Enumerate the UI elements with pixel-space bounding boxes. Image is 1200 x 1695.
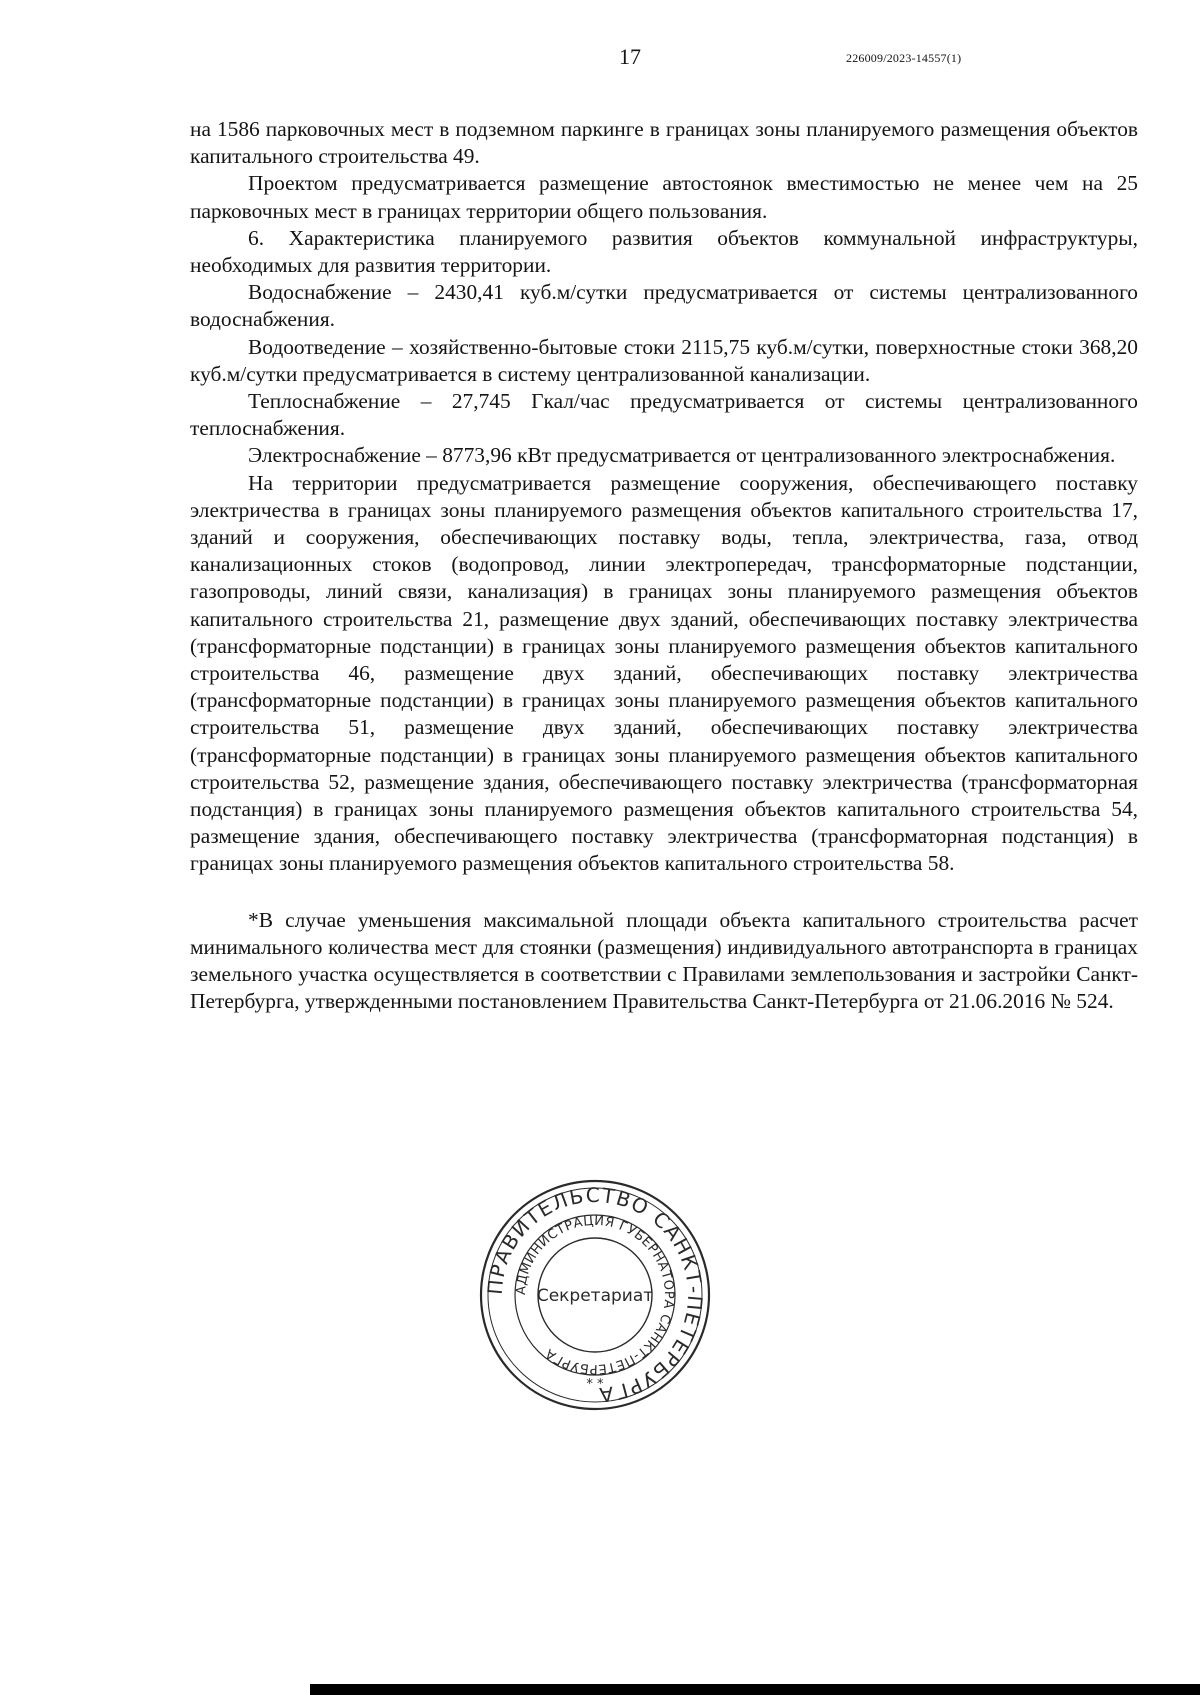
footnote: *В случае уменьшения максимальной площади объекта капитального строительства расчет минимального количества мест для стоянки (размещения) индивидуального автотранспорта в границах земельного участка осуществляется в соответствии с Правилами землепользования и застройки Санкт-Петербурга, утвержденными постановлением Правительства Санкт-Петербурга от 21.06.2016 № 524. bbox=[190, 907, 1138, 1014]
scan-edge-bar bbox=[310, 1684, 1200, 1695]
paragraph-water-disposal: Водоотведение – хозяйственно-бытовые стоки 2115,75 куб.м/сутки, поверхностные стоки 368,20 куб.м/сутки предусматривается в систему централизованной канализации. bbox=[190, 334, 1138, 386]
paragraph-parking-continuation: на 1586 парковочных мест в подземном паркинге в границах зоны планируемого размещения объектов капитального строительства 49. bbox=[190, 117, 1138, 169]
seal-inner-text: АДМИНИСТРАЦИЯ ГУБЕРНАТОРА САНКТ-ПЕТЕРБУРГА bbox=[513, 1213, 677, 1377]
seal-star-icon: * * bbox=[586, 1377, 604, 1392]
document-body bbox=[190, 116, 1138, 1016]
official-seal-stamp bbox=[475, 1175, 715, 1415]
section-heading-utilities: 6. Характеристика планируемого развития объектов коммунальной инфраструктуры, необходимых для развития территории. bbox=[190, 225, 1138, 278]
document-id: 226009/2023-14557(1) bbox=[846, 51, 962, 65]
paragraph-parking-public: Проектом предусматривается размещение автостоянок вместимостью не менее чем на 25 парковочных мест в границах территории общего пользования. bbox=[190, 171, 1138, 223]
page-number: 17 bbox=[619, 44, 641, 69]
paragraph-power-supply: Электроснабжение – 8773,96 кВт предусматривается от централизованного электроснабжения. bbox=[248, 443, 1116, 468]
paragraph-water-supply: Водоснабжение – 2430,41 куб.м/сутки предусматривается от системы централизованного водоснабжения. bbox=[190, 280, 1138, 332]
paragraph-infrastructure-placement: На территории предусматривается размещение сооружения, обеспечивающего поставку электричества в границах зоны планируемого размещения объектов капитального строительства 17, зданий и сооружения, обеспечивающих поставку воды, тепла, электричества, газа, отвод канализационных стоков (водопровод, линии электропередач, трансформаторные подстанции, газопроводы, линий связи, канализация) в границах зоны планируемого размещения объектов капитального строительства 21, размещение двух зданий, обеспечивающих поставку электричества (трансформаторные подстанции) в границах зоны планируемого размещения объектов капитального строительства 46, размещение двух зданий, обеспечивающих поставку электричества (трансформаторные подстанции) в границах зоны планируемого размещения объектов капитального строительства 51, размещение двух зданий, обеспечивающих поставку электричества (трансформаторные подстанции) в границах зоны планируемого размещения объектов капитального строительства 52, размещение здания, обеспечивающего поставку электричества (трансформаторная подстанция) в границах зоны планируемого размещения объектов капитального строительства 54, размещение здания, обеспечивающего поставку электричества (трансформаторная подстанция) в границах зоны планируемого размещения объектов капитального строительства 58. bbox=[190, 470, 1138, 876]
paragraph-heat-supply: Теплоснабжение – 27,745 Гкал/час предусматривается от системы централизованного теплоснабжения. bbox=[190, 389, 1138, 441]
seal-center-text: Секретариат bbox=[536, 1286, 654, 1306]
seal-outer-text: ПРАВИТЕЛЬСТВО САНКТ-ПЕТЕРБУРГА bbox=[482, 1182, 708, 1408]
